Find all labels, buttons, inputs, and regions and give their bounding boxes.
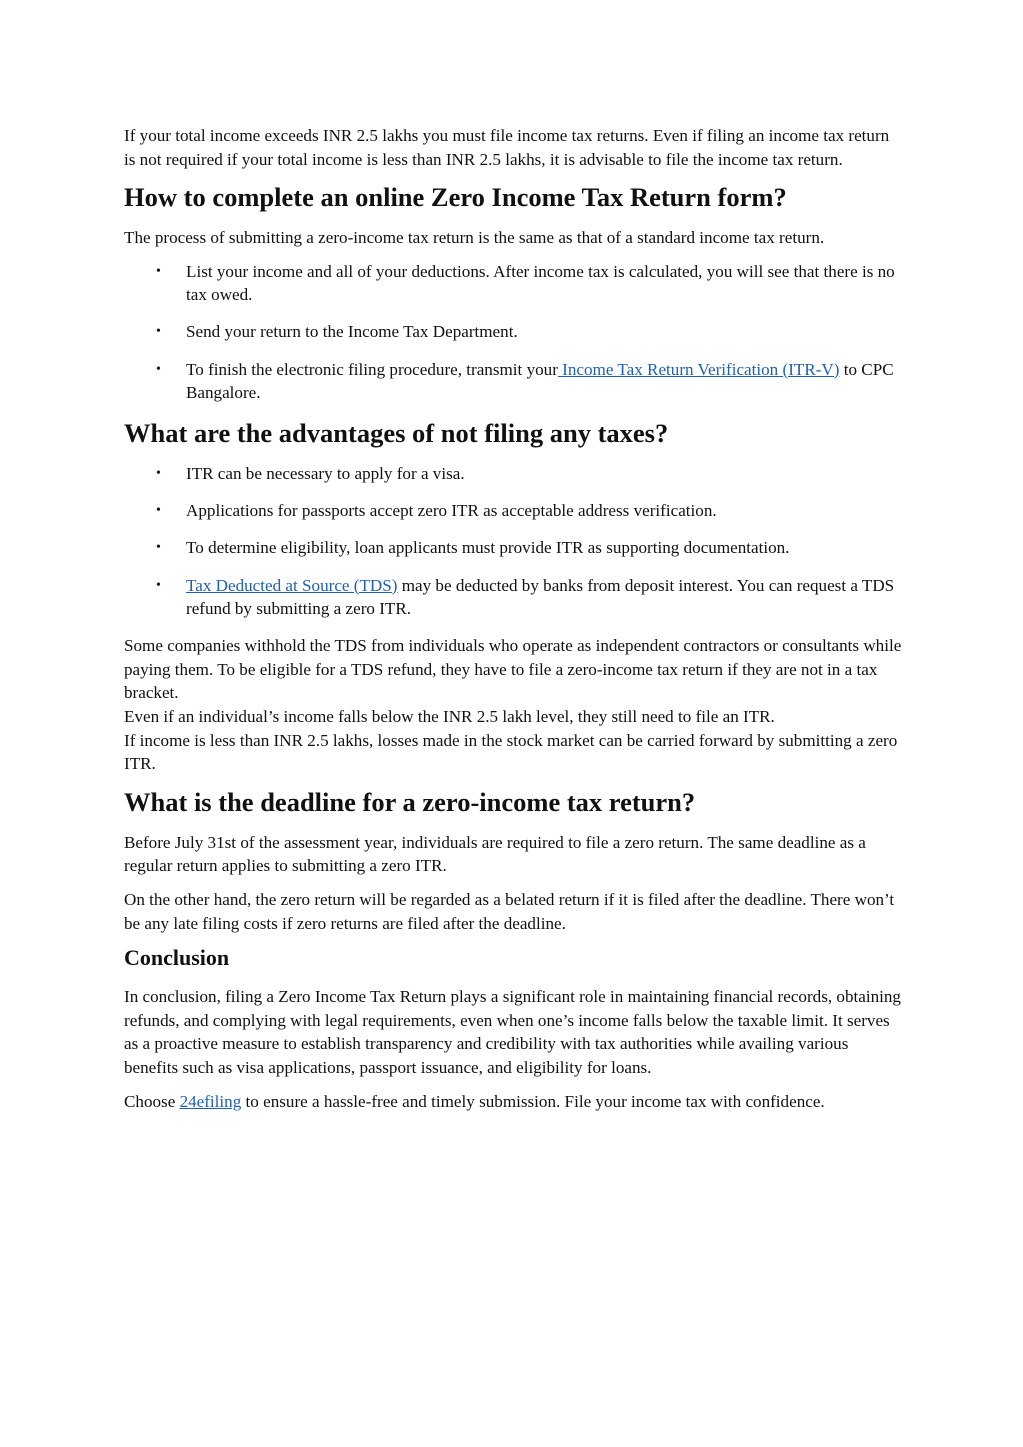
list-item-text: List your income and all of your deductions. After income tax is calculated, you will see that there is no tax owed. — [186, 261, 895, 305]
list-item — [156, 260, 904, 307]
bullet-icon: • — [156, 540, 161, 556]
section-heading-online-zero-return: How to complete an online Zero Income Tax Return form? — [124, 182, 787, 213]
bullet-icon: • — [156, 263, 161, 279]
intro-paragraph: If your total income exceeds INR 2.5 lakhs you must file income tax returns. Even if filing an income tax return is not required if your total income is less than INR 2.5 lakhs, it is advisable to file the income tax return. — [124, 126, 890, 169]
section3-paragraph: On the other hand, the zero return will be regarded as a belated return if it is filed after the deadline. There won’t be any late filing costs if zero returns are filed after the deadline. — [124, 889, 895, 933]
24efiling-link[interactable]: 24efiling — [179, 1091, 242, 1111]
section2-paragraph: Some companies withhold the TDS from individuals who operate as independent contractors or consultants while paying them. To be eligible for a TDS refund, they have to file a zero-income tax return if they are not in a tax bracket. — [124, 636, 902, 703]
cta-text: to ensure a hassle-free and timely submission. File your income tax with confidence. — [241, 1091, 825, 1111]
bullet-icon: • — [156, 577, 161, 593]
list-item-text: may be deducted by banks from deposit interest. You can request a TDS refund by submitting a zero ITR. — [186, 575, 895, 619]
conclusion-heading: Conclusion — [124, 945, 230, 971]
section3-paragraph: Before July 31st of the assessment year, individuals are required to file a zero return. The same deadline as a regular return applies to submitting a zero ITR. — [124, 832, 866, 876]
itr-v-link[interactable]: Income Tax Return Verification (ITR-V) — [557, 359, 840, 379]
tds-link[interactable]: Tax Deducted at Source (TDS) — [186, 575, 398, 595]
cta-text: Choose — [124, 1091, 180, 1111]
list-item — [156, 499, 904, 523]
conclusion-cta-paragraph — [124, 1090, 904, 1114]
bullet-icon: • — [156, 361, 161, 377]
document-page — [124, 124, 904, 1123]
section1-list — [124, 260, 904, 405]
list-item — [156, 536, 904, 560]
list-item — [156, 358, 904, 405]
bullet-icon: • — [156, 324, 161, 340]
bullet-icon: • — [156, 503, 161, 519]
bullet-icon: • — [156, 466, 161, 482]
list-item — [156, 574, 904, 621]
list-item — [156, 462, 904, 486]
list-item-text: ITR can be necessary to apply for a visa. — [186, 464, 465, 484]
section-heading-deadline: What is the deadline for a zero-income tax return? — [124, 786, 696, 817]
list-item-text: Send your return to the Income Tax Department. — [186, 322, 518, 342]
list-item-text: To determine eligibility, loan applicants must provide ITR as supporting documentation. — [186, 538, 790, 558]
section1-lead: The process of submitting a zero-income tax return is the same as that of a standard income tax return. — [124, 228, 825, 248]
section-heading-advantages: What are the advantages of not filing any taxes? — [124, 418, 669, 449]
section2-list — [124, 462, 904, 620]
list-item-text: to CPC Bangalore. — [186, 359, 894, 403]
section2-paragraph: Even if an individual’s income falls below the INR 2.5 lakh level, they still need to file an ITR. — [124, 707, 775, 726]
list-item — [156, 320, 904, 344]
list-item-text: Applications for passports accept zero ITR as acceptable address verification. — [186, 501, 717, 521]
conclusion-paragraph: In conclusion, filing a Zero Income Tax Return plays a significant role in maintaining financial records, obtaining refunds, and complying with legal requirements, even when one’s income falls below the taxable limit. It serves as a proactive measure to establish transparency and credibility with tax authorities while availing various benefits such as visa applications, passport issuance, and eligibility for loans. — [124, 987, 901, 1077]
section2-paragraph: If income is less than INR 2.5 lakhs, losses made in the stock market can be carried forward by submitting a zero ITR. — [124, 730, 898, 774]
list-item-text: To finish the electronic filing procedure, transmit your — [186, 359, 558, 379]
